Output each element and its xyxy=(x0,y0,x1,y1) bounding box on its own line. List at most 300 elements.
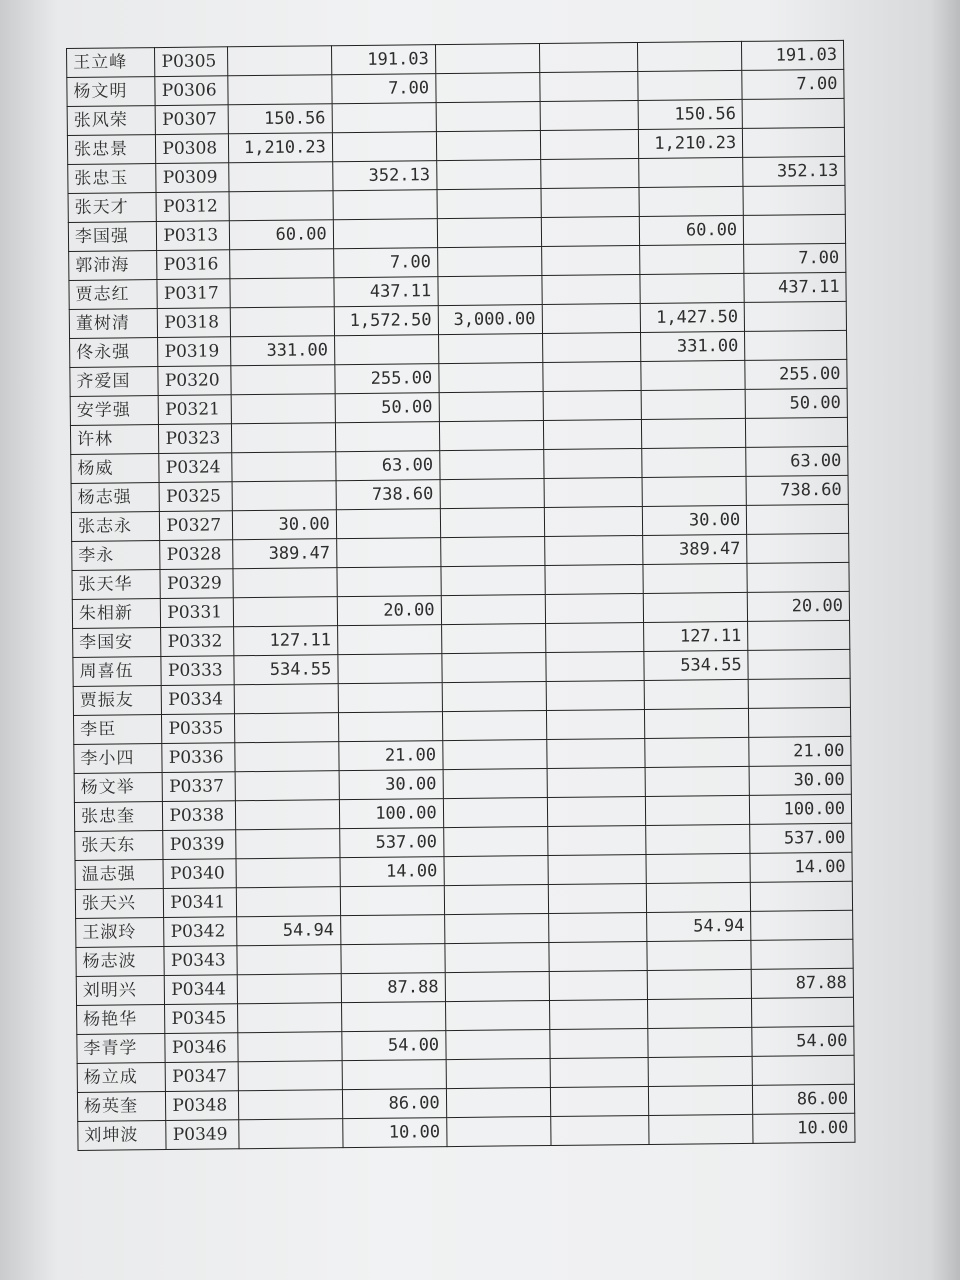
amount-col-4-cell xyxy=(543,419,642,449)
person-code-cell: P0338 xyxy=(163,801,236,831)
amount-col-2-cell xyxy=(335,422,439,452)
amount-col-4-cell xyxy=(548,941,647,971)
amount-col-2-cell: 30.00 xyxy=(339,770,443,800)
amount-col-6-cell: 191.03 xyxy=(742,40,844,70)
amount-col-3-cell xyxy=(440,537,544,567)
amount-col-5-cell xyxy=(641,360,745,390)
person-name-cell: 温志强 xyxy=(75,860,164,890)
amount-col-3-cell xyxy=(446,1058,550,1088)
amount-col-5-cell: 331.00 xyxy=(641,331,745,361)
person-name-cell: 王立峰 xyxy=(67,48,156,78)
amount-col-4-cell xyxy=(539,43,638,73)
amount-col-6-cell: 537.00 xyxy=(750,823,852,853)
person-name-cell: 张风荣 xyxy=(67,106,156,136)
person-name-cell: 张天东 xyxy=(75,831,164,861)
person-code-cell: P0332 xyxy=(161,627,234,657)
person-code-cell: P0313 xyxy=(157,221,230,251)
amount-col-5-cell: 60.00 xyxy=(640,215,744,245)
amount-col-1-cell xyxy=(232,481,336,511)
amount-col-5-cell xyxy=(638,70,742,100)
amount-col-2-cell: 537.00 xyxy=(339,828,443,858)
person-code-cell: P0305 xyxy=(155,47,228,77)
amount-col-5-cell xyxy=(644,679,748,709)
amount-col-2-cell xyxy=(332,132,436,162)
amount-col-1-cell xyxy=(227,46,331,76)
person-code-cell: P0320 xyxy=(158,366,231,396)
amount-col-1-cell: 150.56 xyxy=(228,104,332,134)
amount-col-2-cell: 255.00 xyxy=(335,364,439,394)
person-name-cell: 张天华 xyxy=(72,570,161,600)
amount-col-2-cell xyxy=(333,190,437,220)
amount-col-5-cell xyxy=(646,853,750,883)
person-code-cell: P0325 xyxy=(159,482,232,512)
amount-col-5-cell xyxy=(646,824,750,854)
amount-col-5-cell: 54.94 xyxy=(647,911,751,941)
amount-col-5-cell xyxy=(642,418,746,448)
amount-col-3-cell xyxy=(446,1116,550,1146)
amount-col-4-cell xyxy=(543,390,642,420)
amount-col-6-cell xyxy=(751,939,853,969)
amount-col-1-cell xyxy=(234,713,338,743)
amount-col-5-cell xyxy=(646,795,750,825)
amount-col-5-cell: 150.56 xyxy=(638,99,742,129)
amount-col-4-cell xyxy=(547,796,646,826)
amount-col-3-cell xyxy=(440,479,544,509)
person-code-cell: P0308 xyxy=(156,134,229,164)
amount-col-6-cell: 86.00 xyxy=(753,1084,855,1114)
person-name-cell: 李国强 xyxy=(68,222,157,252)
amount-col-1-cell xyxy=(231,394,335,424)
amount-col-4-cell xyxy=(541,246,640,276)
person-name-cell: 杨英奎 xyxy=(77,1092,166,1122)
person-name-cell: 许林 xyxy=(70,425,159,455)
amount-col-2-cell: 7.00 xyxy=(333,248,437,278)
amount-col-2-cell xyxy=(342,1060,446,1090)
amount-col-4-cell xyxy=(541,217,640,247)
person-name-cell: 张天才 xyxy=(68,193,157,223)
amount-col-5-cell xyxy=(648,998,752,1028)
amount-col-6-cell: 30.00 xyxy=(749,765,851,795)
amount-col-2-cell xyxy=(333,219,437,249)
amount-col-6-cell xyxy=(743,185,845,215)
amount-col-6-cell: 10.00 xyxy=(753,1113,855,1143)
amount-col-3-cell xyxy=(435,44,539,74)
person-code-cell: P0331 xyxy=(161,598,234,628)
amount-col-1-cell xyxy=(228,75,332,105)
person-name-cell: 杨艳华 xyxy=(77,1005,166,1035)
person-name-cell: 董树清 xyxy=(69,309,158,339)
person-name-cell: 周喜伍 xyxy=(73,657,162,687)
person-code-cell: P0339 xyxy=(163,830,236,860)
person-code-cell: P0343 xyxy=(164,946,237,976)
person-code-cell: P0319 xyxy=(158,337,231,367)
amount-col-4-cell xyxy=(544,535,643,565)
amount-col-3-cell xyxy=(445,942,549,972)
amount-col-4-cell xyxy=(544,477,643,507)
amount-col-3-cell xyxy=(444,913,548,943)
amount-col-2-cell xyxy=(341,944,445,974)
amount-col-6-cell xyxy=(752,997,854,1027)
amount-col-1-cell: 331.00 xyxy=(230,336,334,366)
amount-col-1-cell: 534.55 xyxy=(234,655,338,685)
amount-col-2-cell: 50.00 xyxy=(335,393,439,423)
amount-col-3-cell xyxy=(435,73,539,103)
person-code-cell: P0336 xyxy=(162,743,235,773)
amount-col-4-cell xyxy=(542,303,641,333)
person-code-cell: P0324 xyxy=(159,453,232,483)
person-name-cell: 杨志波 xyxy=(76,947,165,977)
amount-col-2-cell: 87.88 xyxy=(341,973,445,1003)
amount-col-5-cell xyxy=(640,244,744,274)
amount-col-2-cell xyxy=(336,538,440,568)
amount-col-1-cell: 1,210.23 xyxy=(228,133,332,163)
amount-col-6-cell: 7.00 xyxy=(744,243,846,273)
amount-col-6-cell: 7.00 xyxy=(742,69,844,99)
amount-col-3-cell xyxy=(436,131,540,161)
amount-col-5-cell xyxy=(645,737,749,767)
amount-col-2-cell xyxy=(338,654,442,684)
amount-col-6-cell xyxy=(748,649,850,679)
amount-col-2-cell xyxy=(341,1002,445,1032)
person-name-cell: 杨志强 xyxy=(71,483,160,513)
person-code-cell: P0333 xyxy=(161,656,234,686)
amount-col-6-cell: 63.00 xyxy=(746,446,848,476)
amount-col-6-cell: 352.13 xyxy=(743,156,845,186)
amount-col-3-cell xyxy=(437,218,541,248)
amount-col-1-cell: 389.47 xyxy=(233,539,337,569)
amount-col-5-cell xyxy=(649,1085,753,1115)
amount-col-2-cell: 1,572.50 xyxy=(334,306,438,336)
amount-col-6-cell: 50.00 xyxy=(745,388,847,418)
amount-col-1-cell xyxy=(232,452,336,482)
person-code-cell: P0341 xyxy=(164,888,237,918)
amount-col-1-cell xyxy=(233,568,337,598)
amount-col-1-cell xyxy=(237,945,341,975)
amount-col-6-cell xyxy=(752,1055,854,1085)
person-code-cell: P0306 xyxy=(155,76,228,106)
amount-col-5-cell xyxy=(647,969,751,999)
amount-col-5-cell xyxy=(647,882,751,912)
person-name-cell: 李青学 xyxy=(77,1034,166,1064)
amount-col-1-cell xyxy=(233,597,337,627)
amount-col-1-cell: 54.94 xyxy=(236,916,340,946)
amount-col-4-cell xyxy=(543,448,642,478)
amount-col-4-cell xyxy=(544,506,643,536)
amount-col-6-cell: 87.88 xyxy=(751,968,853,998)
amount-col-2-cell xyxy=(336,509,440,539)
amount-col-1-cell xyxy=(231,423,335,453)
amount-col-1-cell xyxy=(235,771,339,801)
amount-col-3-cell xyxy=(440,508,544,538)
amount-col-3-cell xyxy=(438,363,542,393)
amount-col-6-cell xyxy=(751,910,853,940)
person-name-cell: 齐爱国 xyxy=(70,367,159,397)
person-name-cell: 李永 xyxy=(72,541,161,571)
person-name-cell: 杨立成 xyxy=(77,1063,166,1093)
amount-col-1-cell xyxy=(235,800,339,830)
amount-col-2-cell xyxy=(337,567,441,597)
amount-col-4-cell xyxy=(541,274,640,304)
amount-col-5-cell xyxy=(648,1027,752,1057)
amount-col-3-cell xyxy=(442,682,546,712)
amount-col-5-cell xyxy=(641,389,745,419)
amount-col-1-cell xyxy=(236,858,340,888)
amount-col-1-cell xyxy=(234,684,338,714)
amount-col-4-cell xyxy=(549,999,648,1029)
amount-col-4-cell xyxy=(546,709,645,739)
person-code-cell: P0349 xyxy=(166,1120,239,1150)
amount-col-3-cell xyxy=(442,711,546,741)
person-code-cell: P0335 xyxy=(162,714,235,744)
amount-col-2-cell xyxy=(338,683,442,713)
amount-col-4-cell xyxy=(545,564,644,594)
person-name-cell: 安学强 xyxy=(70,396,159,426)
page-edge-shadow xyxy=(930,0,960,1280)
amount-col-2-cell: 86.00 xyxy=(342,1089,446,1119)
person-code-cell: P0318 xyxy=(158,308,231,338)
ledger-table xyxy=(66,40,856,1151)
amount-col-5-cell: 389.47 xyxy=(643,534,747,564)
amount-col-3-cell xyxy=(438,276,542,306)
amount-col-5-cell xyxy=(649,1114,753,1144)
amount-col-6-cell xyxy=(745,330,847,360)
person-name-cell: 张志永 xyxy=(71,512,160,542)
amount-col-1-cell xyxy=(229,191,333,221)
person-name-cell: 张天兴 xyxy=(75,889,164,919)
person-code-cell: P0309 xyxy=(156,163,229,193)
person-code-cell: P0340 xyxy=(163,859,236,889)
amount-col-4-cell xyxy=(549,1028,648,1058)
amount-col-4-cell xyxy=(539,72,638,102)
person-name-cell: 李国安 xyxy=(73,628,162,658)
amount-col-5-cell xyxy=(639,186,743,216)
amount-col-1-cell: 60.00 xyxy=(229,220,333,250)
person-code-cell: P0337 xyxy=(163,772,236,802)
amount-col-2-cell: 738.60 xyxy=(336,480,440,510)
amount-col-3-cell xyxy=(436,160,540,190)
person-name-cell: 杨文举 xyxy=(74,773,163,803)
person-code-cell: P0346 xyxy=(165,1033,238,1063)
amount-col-3-cell xyxy=(439,392,543,422)
amount-col-3-cell xyxy=(444,885,548,915)
person-name-cell: 朱相新 xyxy=(72,599,161,629)
amount-col-3-cell xyxy=(436,102,540,132)
amount-col-4-cell xyxy=(547,767,646,797)
person-code-cell: P0327 xyxy=(160,511,233,541)
amount-col-2-cell: 63.00 xyxy=(335,451,439,481)
amount-col-5-cell: 1,427.50 xyxy=(640,302,744,332)
amount-col-6-cell xyxy=(747,562,849,592)
amount-col-6-cell xyxy=(748,620,850,650)
amount-col-4-cell xyxy=(540,159,639,189)
person-code-cell: P0348 xyxy=(166,1091,239,1121)
amount-col-2-cell xyxy=(340,886,444,916)
amount-col-3-cell xyxy=(441,595,545,625)
amount-col-4-cell xyxy=(550,1057,649,1087)
amount-col-5-cell: 534.55 xyxy=(644,650,748,680)
amount-col-1-cell xyxy=(238,1061,342,1091)
person-code-cell: P0345 xyxy=(165,1004,238,1034)
person-code-cell: P0317 xyxy=(157,279,230,309)
amount-col-2-cell xyxy=(340,915,444,945)
amount-col-4-cell xyxy=(547,825,646,855)
amount-col-6-cell: 437.11 xyxy=(744,272,846,302)
amount-col-2-cell: 20.00 xyxy=(337,596,441,626)
amount-col-6-cell: 54.00 xyxy=(752,1026,854,1056)
amount-col-1-cell xyxy=(236,829,340,859)
amount-col-3-cell xyxy=(439,450,543,480)
amount-col-6-cell: 14.00 xyxy=(750,852,852,882)
person-name-cell: 贾志红 xyxy=(69,280,158,310)
person-code-cell: P0344 xyxy=(165,975,238,1005)
amount-col-1-cell xyxy=(238,1032,342,1062)
amount-col-4-cell xyxy=(546,680,645,710)
person-code-cell: P0334 xyxy=(162,685,235,715)
amount-col-4-cell xyxy=(548,854,647,884)
amount-col-4-cell xyxy=(542,332,641,362)
amount-col-6-cell xyxy=(743,127,845,157)
person-name-cell: 王淑玲 xyxy=(76,918,165,948)
amount-col-1-cell xyxy=(229,249,333,279)
amount-col-3-cell xyxy=(443,827,547,857)
amount-col-1-cell xyxy=(236,887,340,917)
amount-col-1-cell xyxy=(230,307,334,337)
amount-col-5-cell: 30.00 xyxy=(643,505,747,535)
amount-col-1-cell xyxy=(231,365,335,395)
amount-col-5-cell xyxy=(647,940,751,970)
amount-col-5-cell xyxy=(645,766,749,796)
ledger-table-body xyxy=(67,40,855,1150)
amount-col-1-cell xyxy=(229,162,333,192)
amount-col-3-cell xyxy=(437,189,541,219)
amount-col-2-cell: 10.00 xyxy=(342,1118,446,1148)
person-name-cell: 刘坤波 xyxy=(78,1121,167,1151)
amount-col-5-cell: 1,210.23 xyxy=(639,128,743,158)
amount-col-2-cell xyxy=(338,712,442,742)
person-code-cell: P0328 xyxy=(160,540,233,570)
person-code-cell: P0347 xyxy=(166,1062,239,1092)
amount-col-1-cell: 127.11 xyxy=(233,626,337,656)
person-code-cell: P0316 xyxy=(157,250,230,280)
amount-col-3-cell xyxy=(443,798,547,828)
amount-col-6-cell xyxy=(748,678,850,708)
amount-col-6-cell xyxy=(749,707,851,737)
person-name-cell: 张忠玉 xyxy=(68,164,157,194)
amount-col-3-cell: 3,000.00 xyxy=(438,305,542,335)
amount-col-5-cell xyxy=(638,41,742,71)
amount-col-6-cell xyxy=(744,301,846,331)
person-name-cell: 郭沛海 xyxy=(69,251,158,281)
person-name-cell: 杨威 xyxy=(71,454,160,484)
amount-col-6-cell xyxy=(747,504,849,534)
amount-col-2-cell: 21.00 xyxy=(339,741,443,771)
amount-col-3-cell xyxy=(445,1029,549,1059)
amount-col-6-cell xyxy=(742,98,844,128)
amount-col-6-cell: 100.00 xyxy=(750,794,852,824)
person-code-cell: P0307 xyxy=(156,105,229,135)
amount-col-3-cell xyxy=(443,769,547,799)
amount-col-4-cell xyxy=(540,130,639,160)
person-code-cell: P0342 xyxy=(164,917,237,947)
amount-col-5-cell xyxy=(645,708,749,738)
amount-col-1-cell xyxy=(238,1090,342,1120)
amount-col-4-cell xyxy=(550,1086,649,1116)
amount-col-3-cell xyxy=(438,334,542,364)
amount-col-5-cell xyxy=(640,273,744,303)
person-code-cell: P0312 xyxy=(156,192,229,222)
amount-col-5-cell xyxy=(642,476,746,506)
amount-col-3-cell xyxy=(445,1000,549,1030)
amount-col-6-cell xyxy=(747,533,849,563)
amount-col-1-cell xyxy=(239,1119,343,1149)
amount-col-2-cell: 100.00 xyxy=(339,799,443,829)
amount-col-5-cell xyxy=(642,447,746,477)
amount-col-4-cell xyxy=(548,883,647,913)
amount-col-6-cell: 20.00 xyxy=(747,591,849,621)
person-name-cell: 刘明兴 xyxy=(76,976,165,1006)
amount-col-4-cell xyxy=(545,593,644,623)
person-code-cell: P0321 xyxy=(159,395,232,425)
amount-col-4-cell xyxy=(548,912,647,942)
amount-col-2-cell: 191.03 xyxy=(331,45,435,75)
amount-col-4-cell xyxy=(545,622,644,652)
person-code-cell: P0323 xyxy=(159,424,232,454)
amount-col-4-cell xyxy=(545,651,644,681)
amount-col-6-cell xyxy=(750,881,852,911)
amount-col-1-cell xyxy=(237,974,341,1004)
amount-col-1-cell xyxy=(237,1003,341,1033)
amount-col-5-cell xyxy=(643,563,747,593)
amount-col-6-cell: 21.00 xyxy=(749,736,851,766)
amount-col-2-cell xyxy=(334,335,438,365)
amount-col-3-cell xyxy=(439,421,543,451)
amount-col-2-cell: 352.13 xyxy=(332,161,436,191)
amount-col-5-cell xyxy=(644,592,748,622)
amount-col-4-cell xyxy=(541,188,640,218)
amount-col-6-cell: 255.00 xyxy=(745,359,847,389)
person-name-cell: 张忠景 xyxy=(67,135,156,165)
amount-col-2-cell: 54.00 xyxy=(342,1031,446,1061)
amount-col-5-cell: 127.11 xyxy=(644,621,748,651)
amount-col-1-cell xyxy=(235,742,339,772)
person-name-cell: 李臣 xyxy=(73,715,162,745)
amount-col-3-cell xyxy=(441,566,545,596)
amount-col-4-cell xyxy=(546,738,645,768)
amount-col-4-cell xyxy=(542,361,641,391)
amount-col-4-cell xyxy=(550,1115,649,1145)
amount-col-3-cell xyxy=(442,653,546,683)
amount-col-6-cell: 738.60 xyxy=(746,475,848,505)
amount-col-3-cell xyxy=(441,624,545,654)
amount-col-1-cell: 30.00 xyxy=(232,510,336,540)
person-name-cell: 李小四 xyxy=(74,744,163,774)
person-name-cell: 佟永强 xyxy=(70,338,159,368)
person-code-cell: P0329 xyxy=(160,569,233,599)
amount-col-5-cell xyxy=(648,1056,752,1086)
person-name-cell: 杨文明 xyxy=(67,77,156,107)
amount-col-2-cell: 7.00 xyxy=(332,74,436,104)
amount-col-3-cell xyxy=(442,740,546,770)
amount-col-3-cell xyxy=(446,1087,550,1117)
amount-col-2-cell: 437.11 xyxy=(334,277,438,307)
amount-col-2-cell xyxy=(337,625,441,655)
amount-col-3-cell xyxy=(445,971,549,1001)
amount-col-3-cell xyxy=(444,856,548,886)
amount-col-2-cell: 14.00 xyxy=(340,857,444,887)
amount-col-2-cell xyxy=(332,103,436,133)
amount-col-4-cell xyxy=(549,970,648,1000)
amount-col-3-cell xyxy=(437,247,541,277)
